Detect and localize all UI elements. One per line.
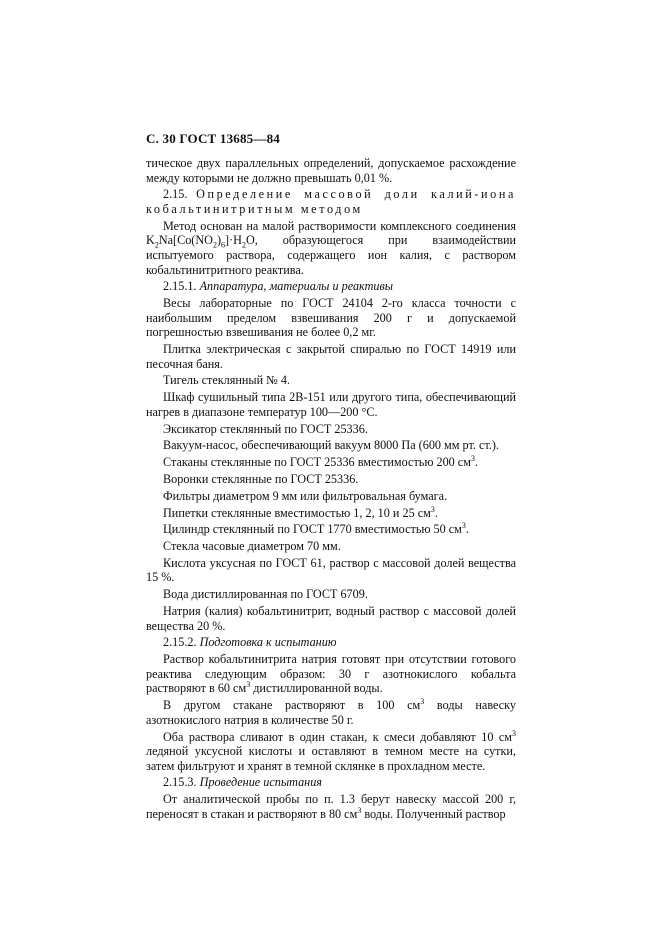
body-text <box>146 156 516 821</box>
item-pipettes: Пипетки стеклянные вместимостью 1, 2, 10 и 25 $см^3$. <box>163 504 438 520</box>
section-2-15-heading <box>146 187 516 216</box>
preparation-step-2: В другом стакане растворяют в 100 $см^3$ воды навеску азотнокислого натрия в количестве 50 г. <box>146 697 516 727</box>
subsection-2-15-2-heading: 2.15.2. Подготовка к испытанию <box>163 635 337 650</box>
subsection-title: Аппаратура, материалы и реактивы <box>199 279 394 294</box>
subsection-2-15-3-heading: 2.15.3. Проведение испытания <box>163 775 322 790</box>
item-distilled-water: Вода дистиллированная по ГОСТ 6709. <box>163 587 368 602</box>
item-filters: Фильтры диаметром 9 мм или фильтровальная бумага. <box>163 488 448 503</box>
item-cylinder: Цилиндр стеклянный по ГОСТ 1770 вместимостью 50 $см^3$. <box>163 521 469 537</box>
item-desiccator: Эксикатор стеклянный по ГОСТ 25336. <box>163 421 368 436</box>
item-scales: Весы лабораторные по ГОСТ 24104 2-го класса точности с наибольшим пределом взвешивания 200 г и допускаемой погрешностью взвешивания не более 0,2 мг. <box>146 296 516 340</box>
item-acetic-acid: Кислота уксусная по ГОСТ 61, раствор с массовой долей вещества 15 %. <box>146 555 516 585</box>
item-crucible: Тигель стеклянный № 4. <box>163 373 290 388</box>
section-title: Определение массовой доли калий-иона кобальтинитритным методом <box>146 187 516 216</box>
page-header: С. 30 ГОСТ 13685—84 <box>146 131 280 146</box>
method-description: Метод основан на малой растворимости комплексного соединения $K_2Na[Co(NO_2)_6]\cdot H_2O$, образующегося при взаимодействии испытуемого раствора, содержащего ион калия, с раствором кобальтинитритного реактива. <box>146 218 516 277</box>
paragraph-continuation: тическое двух параллельных определений, допускаемое расхождение между которыми не должно превышать 0,01 %. <box>146 156 516 185</box>
subsection-title: Подготовка к испытанию <box>199 635 337 650</box>
procedure-step-1: От аналитической пробы по п. 1.3 берут навеску массой 200 г, переносят в стакан и растворяют в 80 $см^3$ воды. Полученный раствор <box>146 792 516 821</box>
subsection-2-15-1-heading: 2.15.1. Аппаратура, материалы и реактивы <box>163 279 394 294</box>
preparation-step-3: Оба раствора сливают в один стакан, к смеси добавляют 10 $см^3$ ледяной уксусной кислоты и оставляют в темном месте на сутки, затем фильтруют и хранят в темной склянке в прохладном месте. <box>146 728 516 773</box>
item-vacuum-pump: Вакуум-насос, обеспечивающий вакуум 8000 Па (600 мм рт. ст.). <box>163 438 499 453</box>
item-drying-oven: Шкаф сушильный типа 2В-151 или другого типа, обеспечивающий нагрев в диапазоне температур 100—200 °С. <box>146 390 516 419</box>
item-watch-glasses: Стекла часовые диаметром 70 мм. <box>163 539 341 554</box>
section-number: 2.15. <box>163 187 188 202</box>
item-beakers: Стаканы стеклянные по ГОСТ 25336 вместимостью 200 $см^3$. <box>163 454 478 470</box>
subsection-title: Проведение испытания <box>199 775 322 790</box>
preparation-step-1: Раствор кобальтинитрита натрия готовят при отсутствии готового реактива следующим образом: 30 г азотнокислого кобальта растворяют в 60 $см^3$ дистиллированной воды. <box>146 652 516 696</box>
item-cobaltinitrite: Натрия (калия) кобальтинитрит, водный раствор с массовой долей вещества 20 %. <box>146 604 516 633</box>
item-hotplate: Плитка электрическая с закрытой спиралью по ГОСТ 14919 или песочная баня. <box>146 342 516 371</box>
item-funnels: Воронки стеклянные по ГОСТ 25336. <box>163 471 359 486</box>
